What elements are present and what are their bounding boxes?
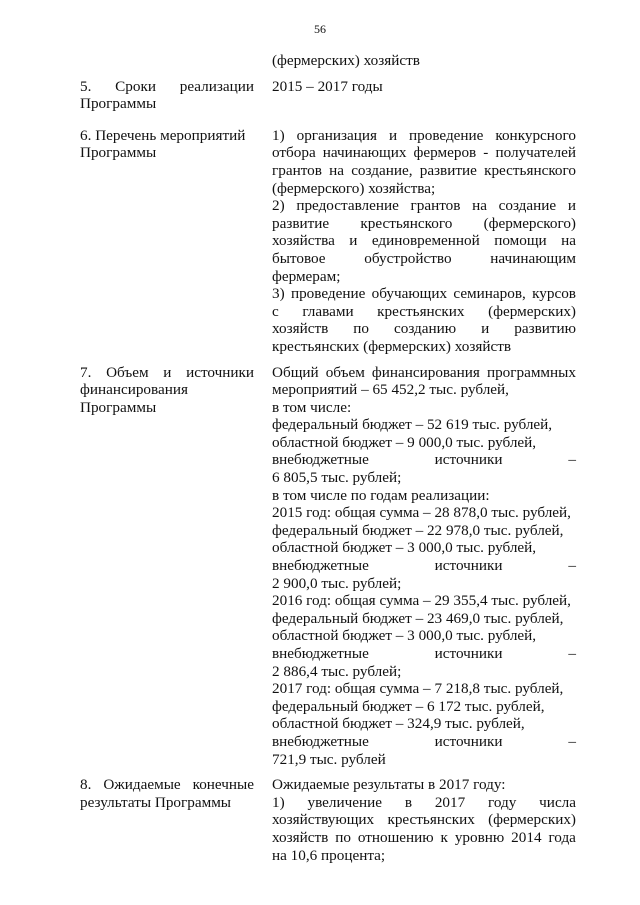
- section-row-s7: [80, 364, 576, 769]
- content-word: и: [481, 320, 490, 338]
- content-word: получателей: [495, 144, 576, 162]
- content-line: [272, 215, 576, 233]
- content-word: развитие: [419, 161, 477, 179]
- content-line: [272, 303, 576, 321]
- content-word: –: [568, 732, 576, 750]
- content-word: источники: [434, 557, 503, 575]
- content-line: областной бюджет – 3 000,0 тыс. рублей,: [272, 539, 537, 557]
- content-word: начинающим: [490, 249, 576, 267]
- content-line: 2016 год: общая сумма – 29 355,4 тыс. рублей,: [272, 592, 571, 610]
- label-word: Объем: [106, 363, 149, 381]
- label-word: Ожидаемые: [103, 776, 181, 794]
- content-word: главами: [302, 302, 354, 320]
- content-word: к: [440, 828, 448, 846]
- content-line: фермерам;: [272, 267, 341, 285]
- content-word: и: [388, 126, 398, 144]
- content-word: 2014: [511, 828, 542, 846]
- section-label-line: [80, 399, 254, 417]
- content-word: года: [548, 828, 576, 846]
- content-word: (фермерских): [488, 811, 576, 829]
- label-word: реализации: [179, 77, 254, 95]
- section-content: [272, 127, 576, 356]
- content-line: [272, 197, 576, 215]
- content-line: [272, 162, 576, 180]
- content-word: предоставление: [296, 197, 399, 215]
- content-line: в том числе:: [272, 398, 352, 416]
- content-word: в: [404, 793, 412, 811]
- content-word: финансирования: [371, 363, 480, 381]
- content-word: числа: [539, 793, 576, 811]
- content-word: увеличение: [307, 793, 382, 811]
- content-word: отбора: [272, 144, 316, 162]
- content-word: по: [353, 320, 369, 338]
- content-line: областной бюджет – 3 000,0 тыс. рублей,: [272, 627, 537, 645]
- section-label-line: [80, 95, 254, 113]
- section-label: [80, 776, 254, 864]
- content-line: [272, 811, 576, 829]
- row-spacer: [80, 356, 576, 364]
- content-line: мероприятий – 65 452,2 тыс. рублей,: [272, 381, 509, 399]
- content-line: [272, 320, 576, 338]
- label-word: Программы: [80, 95, 157, 113]
- content-word: 3): [272, 285, 285, 303]
- content-word: внебюджетные: [272, 645, 369, 662]
- section-label-line: [80, 144, 254, 162]
- content-word: создание,: [351, 161, 413, 179]
- content-word: –: [568, 451, 576, 469]
- content-word: 2017: [434, 793, 466, 811]
- content-word: семинаров,: [453, 285, 526, 303]
- section-label-line: [80, 364, 254, 382]
- section-row-s6: [80, 127, 576, 356]
- section-row-s5: [80, 78, 576, 113]
- content-line: областной бюджет – 324,9 тыс. рублей,: [272, 715, 525, 733]
- content-word: и: [349, 232, 358, 250]
- content-word: грантов: [410, 197, 461, 215]
- content-line: [272, 144, 576, 162]
- content-word: внебюджетные: [272, 451, 369, 469]
- content-line: на 10,6 процента;: [272, 846, 386, 864]
- content-line: 2 900,0 тыс. рублей;: [272, 574, 402, 592]
- content-line: (фермерского) хозяйства;: [272, 179, 436, 197]
- section-label-line: [80, 127, 254, 145]
- content-line: [272, 451, 576, 469]
- content-line: федеральный бюджет – 22 978,0 тыс. рублей,: [272, 521, 564, 539]
- content-word: на: [472, 197, 487, 215]
- section-content: [272, 776, 576, 864]
- content-word: фермеров: [413, 144, 477, 162]
- content-word: создание: [498, 197, 557, 215]
- content-word: помощи: [494, 232, 547, 250]
- content-word: внебюджетные: [272, 732, 369, 750]
- content-word: –: [568, 557, 576, 575]
- content-line: [272, 127, 576, 145]
- content-line: крестьянских (фермерских) хозяйств: [272, 337, 512, 355]
- row-spacer: [80, 70, 576, 78]
- content-word: уровню: [454, 828, 505, 846]
- content-word: хозяйствующих: [272, 811, 375, 829]
- content-word: созданию: [393, 320, 457, 338]
- content-line: федеральный бюджет – 52 619 тыс. рублей,: [272, 416, 553, 434]
- content-word: начинающих: [322, 144, 407, 162]
- content-line: [272, 250, 576, 268]
- content-line: 2 886,4 тыс. рублей;: [272, 662, 402, 680]
- content-word: -: [483, 144, 489, 162]
- section-content: [272, 364, 576, 769]
- content-word: крестьянского: [484, 161, 576, 179]
- section-label-line: [80, 794, 254, 812]
- content-word: по: [335, 828, 351, 846]
- content-line: [272, 557, 576, 575]
- content-line: федеральный бюджет – 23 469,0 тыс. рублей,: [272, 609, 564, 627]
- content-word: внебюджетные: [272, 557, 369, 575]
- section-label-line: [80, 776, 254, 794]
- content-line: 2015 год: общая сумма – 28 878,0 тыс. рублей,: [272, 504, 571, 522]
- content-word: объем: [325, 363, 365, 381]
- content-word: крестьянских: [387, 811, 475, 829]
- label-word: 5.: [80, 77, 92, 95]
- content-word: хозяйства: [272, 232, 335, 250]
- content-word: курсов: [532, 285, 576, 303]
- label-word: конечные: [192, 776, 254, 794]
- content-word: грантов: [272, 161, 322, 179]
- content-word: и: [567, 197, 576, 215]
- content-line: в том числе по годам реализации:: [272, 486, 490, 504]
- section-label-line: [80, 78, 254, 96]
- content-word: источники: [434, 451, 503, 469]
- content-word: источники: [434, 732, 503, 750]
- content-word: Общий: [272, 363, 319, 381]
- content-line: 6 805,5 тыс. рублей;: [272, 469, 402, 487]
- content-word: бытовое: [272, 249, 326, 267]
- section-label: [80, 364, 254, 769]
- section-label: [80, 52, 254, 70]
- label-word: и: [163, 363, 172, 381]
- content-word: 1): [272, 793, 285, 811]
- content-line: Ожидаемые результаты в 2017 году:: [272, 776, 506, 794]
- content-word: отношению: [357, 828, 434, 846]
- content-word: развитие: [272, 214, 330, 232]
- section-label: [80, 127, 254, 356]
- content-line: (фермерских) хозяйств: [272, 52, 420, 69]
- label-word: 8.: [80, 776, 92, 794]
- content-line: [272, 733, 576, 751]
- content-word: проведение: [409, 126, 484, 144]
- content-line: 2015 – 2017 годы: [272, 77, 383, 95]
- content-word: организация: [296, 126, 377, 144]
- content-word: хозяйств: [272, 828, 329, 846]
- content-line: [272, 829, 576, 847]
- content-word: развитию: [514, 320, 576, 338]
- content-line: 2017 год: общая сумма – 7 218,8 тыс. рублей,: [272, 680, 564, 698]
- content-word: (фермерских): [488, 302, 576, 320]
- content-line: [272, 794, 576, 812]
- label-word: Программы: [80, 398, 157, 416]
- content-word: источники: [434, 645, 503, 662]
- content-word: обучающих: [371, 285, 448, 303]
- content-line: [272, 645, 576, 663]
- section-label: [80, 78, 254, 113]
- label-word: источники: [186, 363, 254, 381]
- content-word: 1): [272, 126, 285, 144]
- label-word: результаты Программы: [80, 793, 232, 811]
- content-word: хозяйств: [272, 320, 329, 338]
- content-word: программных: [486, 363, 576, 381]
- content-line: [272, 285, 576, 303]
- program-passport-table: [80, 52, 576, 864]
- content-word: с: [272, 302, 279, 320]
- content-word: на: [329, 161, 344, 179]
- content-word: году: [488, 793, 517, 811]
- content-line: федеральный бюджет – 6 172 тыс. рублей,: [272, 697, 545, 715]
- section-content: [272, 78, 576, 113]
- row-spacer: [80, 113, 576, 127]
- label-word: Сроки: [115, 77, 156, 95]
- content-line: [272, 232, 576, 250]
- label-word: финансирования: [80, 381, 188, 399]
- content-word: на: [561, 232, 576, 250]
- section-label-line: [80, 381, 254, 399]
- section-content: [272, 52, 576, 70]
- content-word: единовременной: [371, 232, 480, 250]
- content-word: проведение: [290, 285, 366, 303]
- content-line: [272, 364, 576, 382]
- row-spacer: [80, 768, 576, 776]
- label-word: 6. Перечень мероприятий: [80, 126, 246, 144]
- content-line: 721,9 тыс. рублей: [272, 750, 386, 768]
- content-word: (фермерского): [483, 214, 576, 232]
- label-word: Программы: [80, 144, 157, 162]
- section-row-cont: [80, 52, 576, 70]
- content-word: –: [568, 645, 576, 662]
- section-row-s8: [80, 776, 576, 864]
- content-word: крестьянского: [360, 214, 453, 232]
- content-word: крестьянских: [377, 302, 465, 320]
- content-line: областной бюджет – 9 000,0 тыс. рублей,: [272, 433, 537, 451]
- content-word: 2): [272, 197, 285, 215]
- content-word: обустройство: [364, 249, 452, 267]
- label-word: 7.: [80, 363, 92, 381]
- page-number: 56: [314, 22, 326, 36]
- content-word: конкурсного: [495, 126, 576, 144]
